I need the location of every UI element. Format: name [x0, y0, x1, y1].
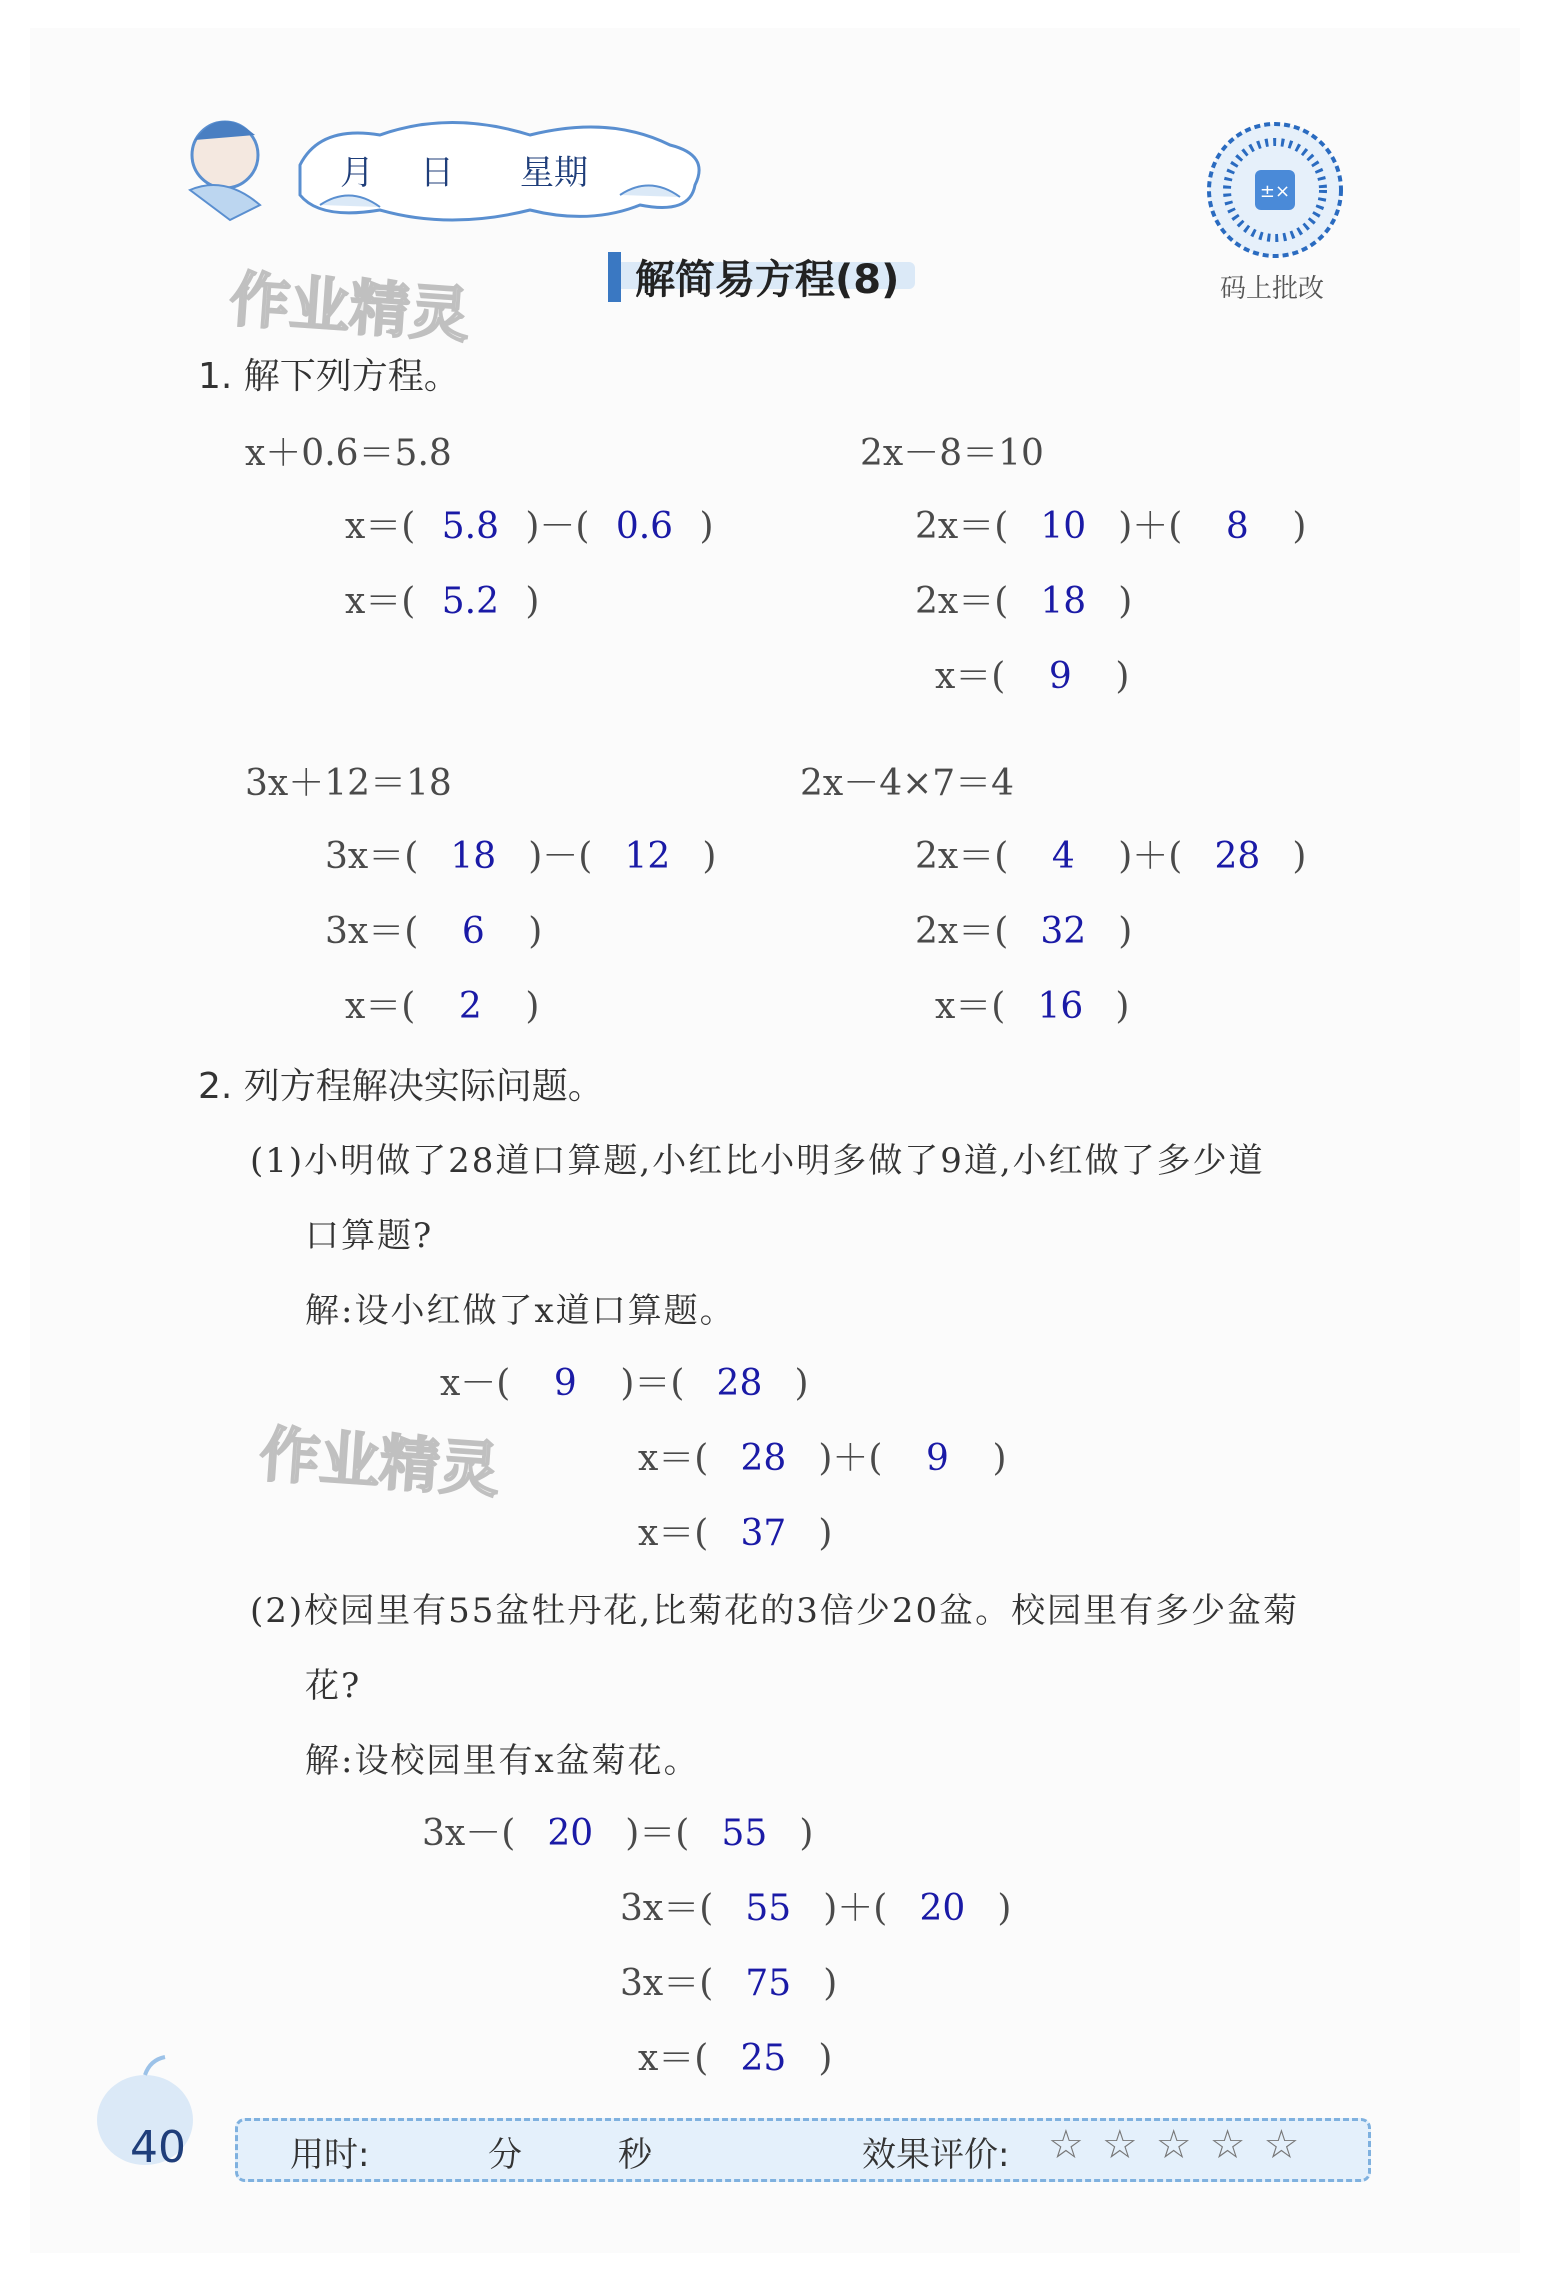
answer[interactable]: 20 — [547, 1813, 594, 1854]
date-month-label: 月 — [340, 153, 374, 193]
answer[interactable]: 28 — [1214, 836, 1261, 877]
rating-stars[interactable] — [1048, 2122, 1335, 2168]
q1-heading: 1. 解下列方程。 — [198, 356, 460, 397]
answer[interactable]: 16 — [1037, 986, 1084, 1027]
answer[interactable]: 6 — [461, 911, 485, 952]
qr-code-icon[interactable] — [1205, 120, 1345, 260]
q1-eq2-step3: x＝( 9 ) — [935, 656, 1130, 697]
answer[interactable]: 28 — [716, 1363, 763, 1404]
watermark-middle: 作业精灵 — [257, 1419, 502, 1507]
answer[interactable]: 32 — [1040, 911, 1087, 952]
minutes-label: 分 — [488, 2135, 522, 2175]
date-day-label: 日 — [420, 153, 454, 193]
q2-p2-text-line1: (2)校园里有55盆牡丹花,比菊花的3倍少20盆。校园里有多少盆菊 — [250, 1591, 1300, 1631]
q1-eq4-step1: 2x＝( 4 )＋( 28 ) — [915, 836, 1307, 877]
answer[interactable]: 9 — [553, 1363, 577, 1404]
q1-eq3-step1: 3x＝( 18 )－( 12 ) — [325, 836, 717, 877]
q2-p2-text-line2: 花? — [305, 1666, 362, 1706]
q1-eq3-step3: x＝( 2 ) — [345, 986, 540, 1027]
answer[interactable]: 10 — [1040, 506, 1087, 547]
q1-eq4-statement: 2x－4×7＝4 — [800, 763, 1015, 804]
star-icon[interactable]: ☆☆☆☆☆ — [1048, 2122, 1318, 2168]
q1-eq2-step1: 2x＝( 10 )＋( 8 ) — [915, 506, 1307, 547]
time-label: 用时: — [290, 2135, 370, 2175]
answer[interactable]: 5.2 — [441, 581, 499, 622]
q2-p1-step1: x－( 9 )＝( 28 ) — [440, 1363, 809, 1404]
svg-text:±×: ±× — [1259, 181, 1291, 202]
q2-p1-text-line2: 口算题? — [305, 1216, 434, 1256]
q2-p2-step2: 3x＝( 55 )＋( 20 ) — [620, 1888, 1012, 1929]
q1-eq4-step3: x＝( 16 ) — [935, 986, 1130, 1027]
answer[interactable]: 9 — [926, 1438, 949, 1479]
answer[interactable]: 55 — [721, 1813, 768, 1854]
q1-eq1-step1: x＝( 5.8 )－( 0.6 ) — [345, 506, 714, 547]
answer[interactable]: 18 — [450, 836, 497, 877]
q2-p1-step3: x＝( 37 ) — [638, 1513, 833, 1554]
watermark-top: 作业精灵 — [227, 264, 472, 352]
q2-p2-step4: x＝( 25 ) — [638, 2038, 833, 2079]
seconds-label: 秒 — [618, 2135, 652, 2175]
q1-eq2-step2: 2x＝( 18 ) — [915, 581, 1133, 622]
q2-p1-setup: 解:设小红做了x道口算题。 — [305, 1291, 736, 1331]
page-title: 解简易方程(8) — [608, 248, 915, 305]
q1-eq3-step2: 3x＝( 6 ) — [325, 911, 543, 952]
q1-eq1-statement: x＋0.6＝5.8 — [245, 433, 452, 474]
date-weekday-label: 星期 — [520, 153, 588, 193]
q2-heading: 2. 列方程解决实际问题。 — [198, 1066, 604, 1107]
q1-eq1-step2: x＝( 5.2 ) — [345, 581, 540, 622]
answer[interactable]: 4 — [1051, 836, 1075, 877]
qr-label: 码上批改 — [1220, 274, 1325, 304]
answer[interactable]: 9 — [1048, 656, 1072, 697]
q2-p1-text-line1: (1)小明做了28道口算题,小红比小明多做了9道,小红做了多少道 — [250, 1141, 1265, 1181]
answer[interactable]: 0.6 — [615, 506, 674, 547]
answer[interactable]: 28 — [740, 1438, 787, 1479]
q2-p2-step1: 3x－( 20 )＝( 55 ) — [422, 1813, 814, 1854]
q2-p1-step2: x＝( 28 )＋( 9 ) — [638, 1438, 1007, 1479]
answer[interactable]: 37 — [740, 1513, 787, 1554]
answer[interactable]: 25 — [740, 2038, 787, 2079]
page-number: 40 — [130, 2122, 186, 2173]
q1-eq4-step2: 2x＝( 32 ) — [915, 911, 1133, 952]
answer[interactable]: 8 — [1225, 506, 1249, 547]
answer[interactable]: 18 — [1040, 581, 1087, 622]
q2-p2-step3: 3x＝( 75 ) — [620, 1963, 838, 2004]
answer[interactable]: 55 — [745, 1888, 792, 1929]
answer[interactable]: 2 — [458, 986, 482, 1027]
rating-label: 效果评价: — [862, 2135, 1010, 2175]
answer[interactable]: 5.8 — [441, 506, 499, 547]
answer[interactable]: 20 — [919, 1888, 966, 1929]
q1-eq2-statement: 2x－8＝10 — [860, 433, 1044, 474]
q2-p2-setup: 解:设校园里有x盆菊花。 — [305, 1741, 700, 1781]
answer[interactable]: 75 — [745, 1963, 792, 2004]
q1-eq3-statement: 3x＋12＝18 — [245, 763, 452, 804]
answer[interactable]: 12 — [624, 836, 671, 877]
